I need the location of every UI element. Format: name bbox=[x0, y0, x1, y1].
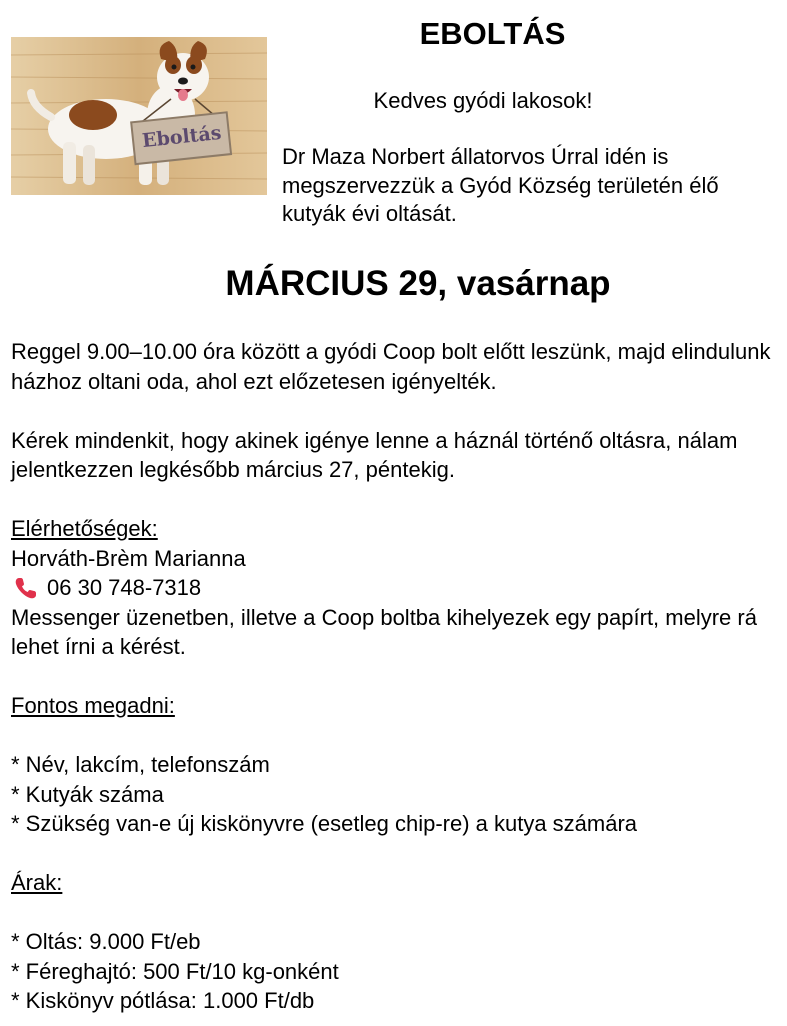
required-heading: Fontos megadni: bbox=[11, 693, 175, 718]
contact-name: Horváth-Brèm Marianna bbox=[11, 545, 246, 571]
list-item: * Oltás: 9.000 Ft/eb bbox=[11, 929, 201, 954]
greeting: Kedves gyódi lakosok! bbox=[373, 88, 593, 113]
page-title: EBOLTÁS bbox=[419, 16, 566, 51]
request-paragraph: Kérek mindenkit, hogy akinek igénye lenne a háznál történő oltásra, nálam jelentkezzen legkésőbb március 27, péntekig. bbox=[11, 427, 738, 482]
prices-list bbox=[11, 927, 781, 1016]
telephone-receiver-icon bbox=[13, 575, 39, 601]
list-item: * Kiskönyv pótlása: 1.000 Ft/db bbox=[11, 988, 315, 1013]
prices-heading: Árak: bbox=[11, 870, 63, 895]
list-item: * Szükség van-e új kiskönyvre (esetleg chip-re) a kutya számára bbox=[11, 811, 638, 836]
contacts-heading: Elérhetőségek: bbox=[11, 516, 158, 541]
date-heading: MÁRCIUS 29, vasárnap bbox=[225, 264, 611, 303]
list-item: * Név, lakcím, telefonszám bbox=[11, 752, 270, 777]
list-item: * Féreghajtó: 500 Ft/10 kg-onként bbox=[11, 958, 339, 984]
messenger-paragraph: Messenger üzenetben, illetve a Coop boltba kihelyezek egy papírt, melyre rá lehet írni a kérést. bbox=[11, 604, 757, 659]
dog-photo bbox=[11, 37, 267, 195]
phone-number: 06 30 748-7318 bbox=[47, 575, 202, 600]
list-item: * Kutyák száma bbox=[11, 781, 164, 807]
sign-text: Eboltás bbox=[141, 121, 223, 153]
phone-row bbox=[11, 573, 781, 603]
notice-body bbox=[11, 337, 781, 1016]
required-list bbox=[11, 750, 781, 839]
intro-text: Dr Maza Norbert állatorvos Úrral idén is megszervezzük a Gyód Község területén élő kutyák évi oltását. bbox=[282, 144, 719, 226]
schedule-paragraph: Reggel 9.00–10.00 óra között a gyódi Coop bolt előtt leszünk, majd elindulunk házhoz oltani oda, ahol ezt előzetesen igényelték. bbox=[11, 339, 771, 394]
